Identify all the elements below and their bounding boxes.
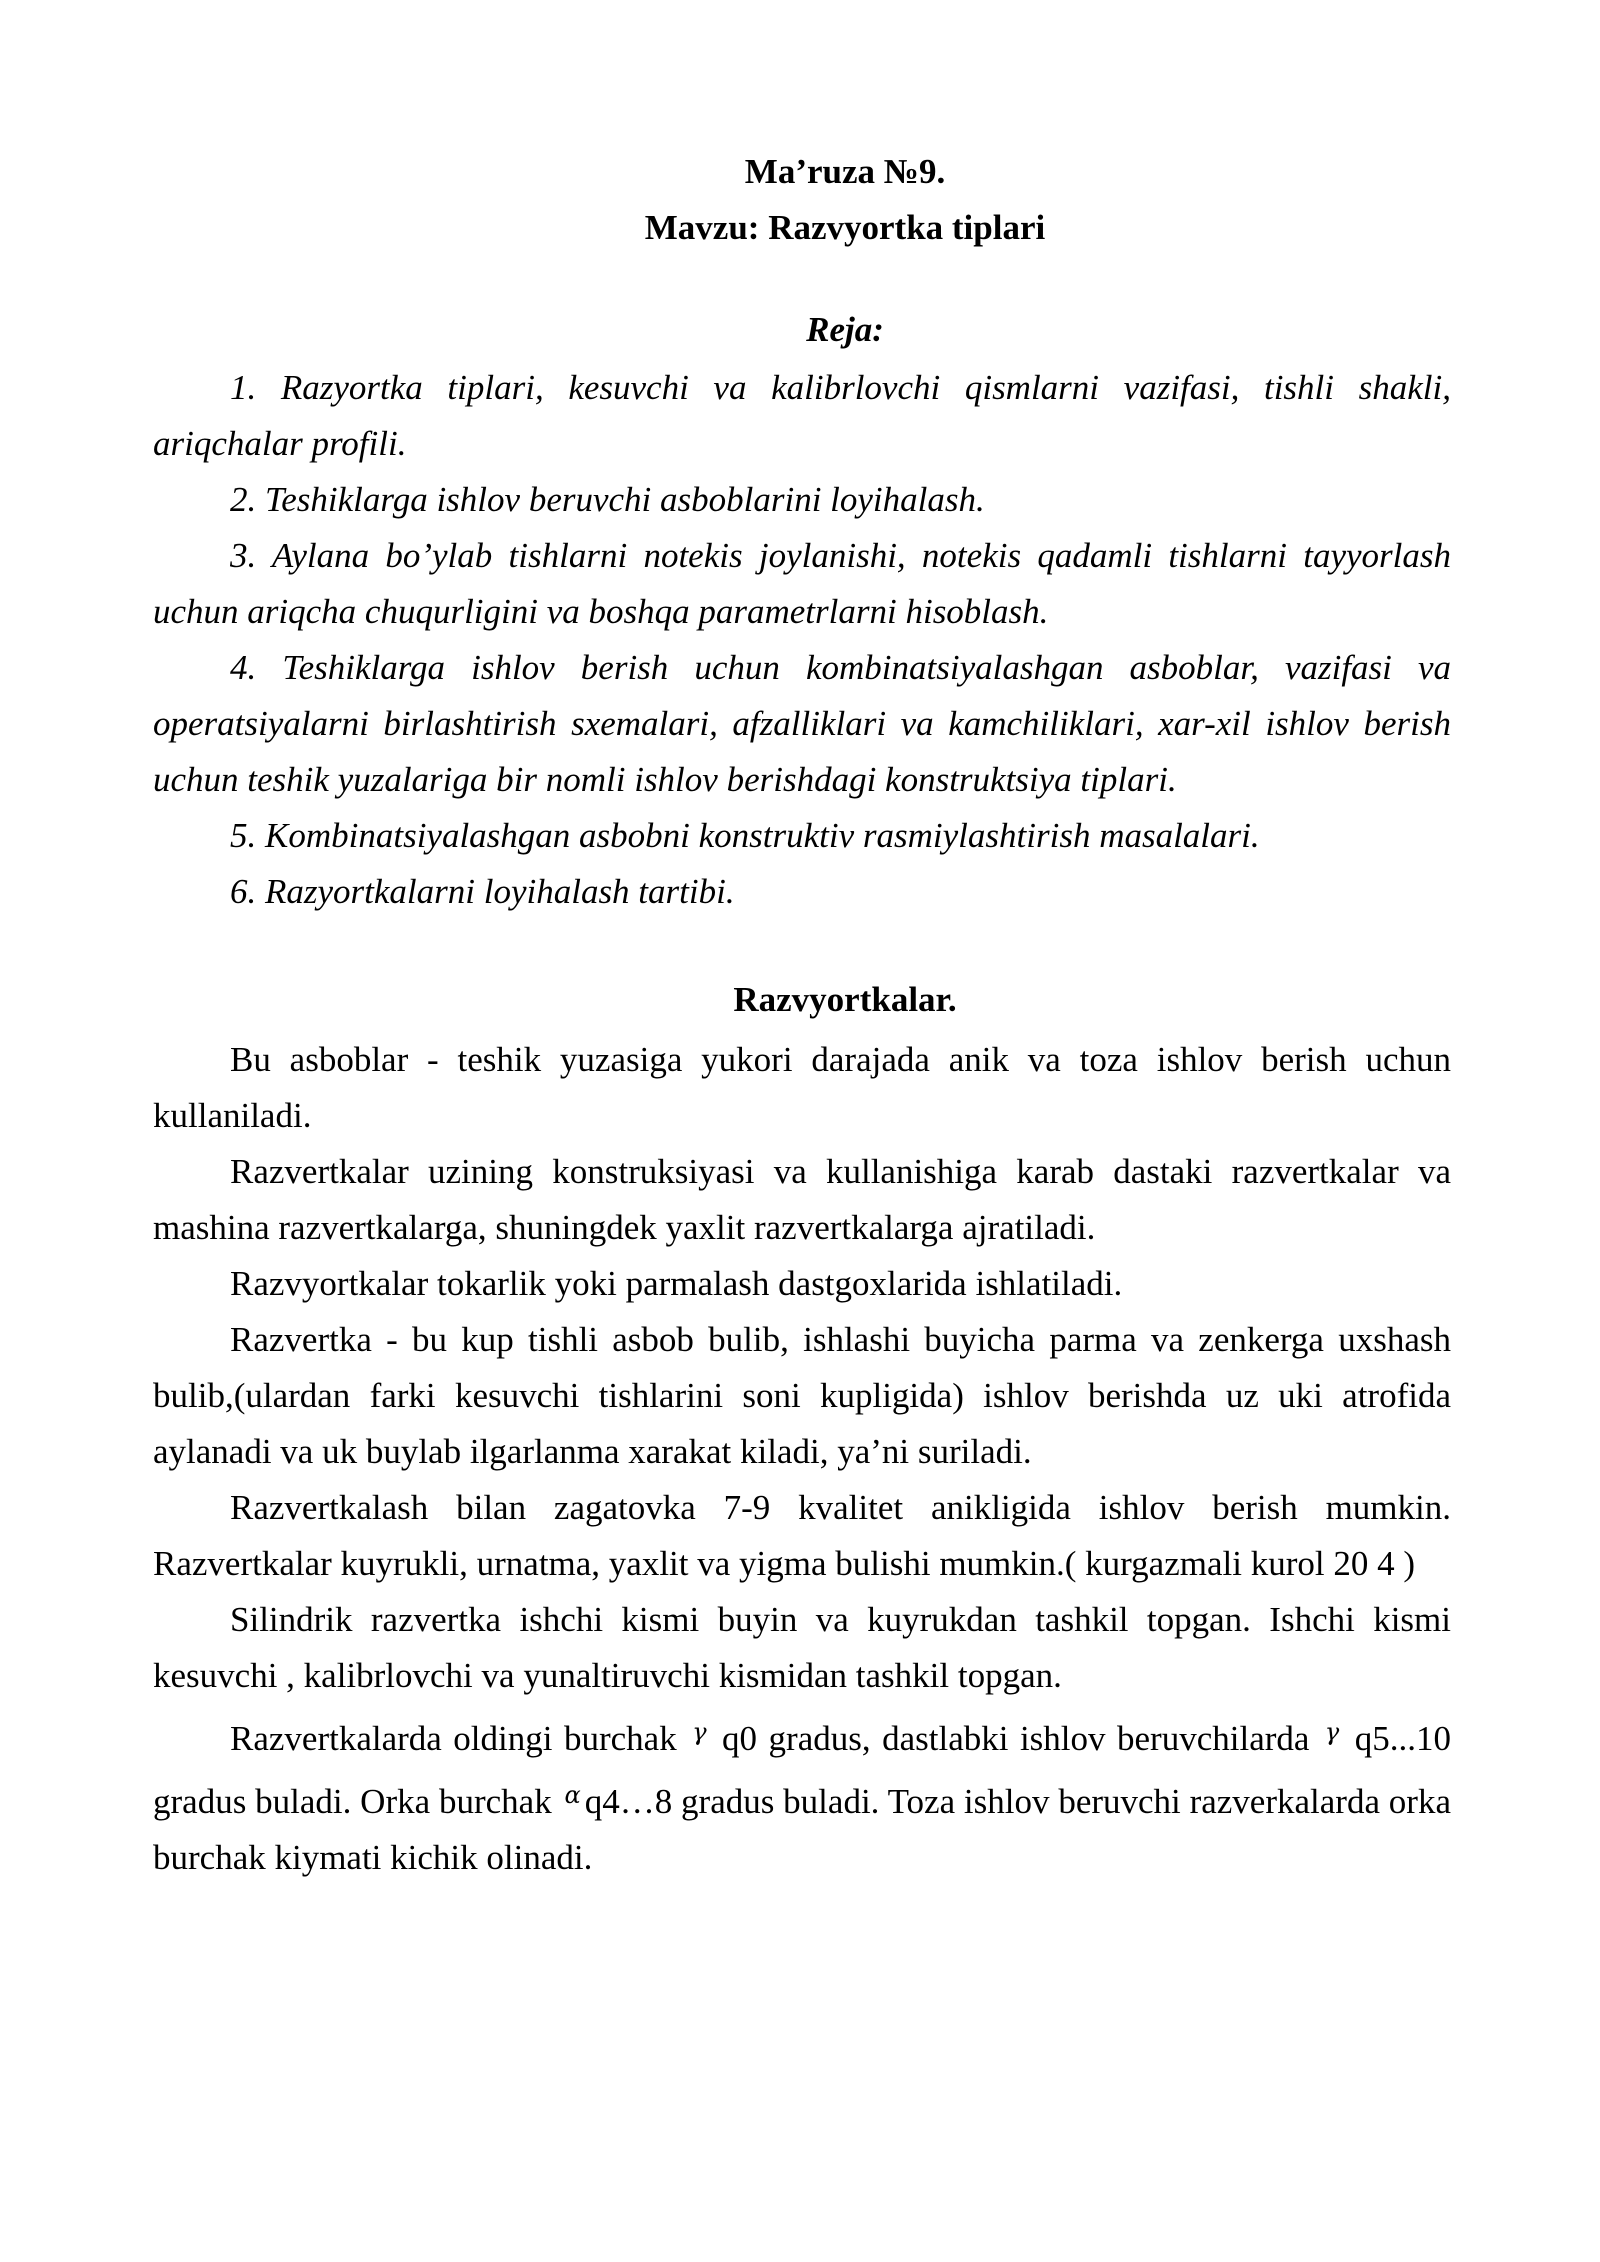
gamma-symbol: γ [1324, 1718, 1340, 1746]
body-paragraph-7 [153, 1704, 1451, 1886]
plan-item-2: 2. Teshiklarga ishlov beruvchi asboblarini loyihalash. [230, 480, 985, 519]
angle-text-1: Razvertkalarda oldingi burchak [230, 1719, 689, 1758]
alpha-symbol: α [564, 1781, 581, 1809]
gamma-symbol: γ [692, 1718, 707, 1746]
body-paragraph-3: Razvyortkalar tokarlik yoki parmalash dastgoxlarida ishlatiladi. [230, 1264, 1123, 1303]
plan-item-5: 5. Kombinatsiyalashgan asbobni konstruktiv rasmiylashtirish masalalari. [230, 816, 1260, 855]
body-paragraph-5: Razvertkalash bilan zagatovka 7-9 kvalitet anikligida ishlov berish mumkin. Razvertkalar kuyrukli, urnatma, yaxlit va yigma bulishi mumkin.( kurgazmali kurol 20 4 ) [153, 1488, 1451, 1583]
plan-list [153, 360, 1451, 920]
body-paragraph-1: Bu asboblar - teshik yuzasiga yukori darajada anik va toza ishlov berish uchun kullaniladi. [153, 1040, 1451, 1135]
plan-item-6: 6. Razyortkalarni loyihalash tartibi. [230, 872, 735, 911]
body-paragraph-2: Razvertkalar uzining konstruksiyasi va kullanishiga karab dastaki razvertkalar va mashina razvertkalarga, shuningdek yaxlit razvertkalarga ajratiladi. [153, 1152, 1451, 1247]
angle-text-4: q4…8 gradus buladi. Toza ishlov beruvchi razverkalarda orka burchak kiymati kichik olinadi. [153, 1782, 1451, 1877]
body-paragraph-6: Silindrik razvertka ishchi kismi buyin va kuyrukdan tashkil topgan. Ishchi kismi kesuvchi , kalibrlovchi va yunaltiruvchi kismidan tashkil topgan. [153, 1600, 1451, 1695]
lecture-topic: Mavzu: Razvyortka tiplari [644, 208, 1046, 247]
section-body [153, 1032, 1451, 1886]
body-paragraph-4: Razvertka - bu kup tishli asbob bulib, ishlashi buyicha parma va zenkerga uxshash bulib,(ulardan farki kesuvchi tishlarini soni kupligida) ishlov berishda uz uki atrofida aylanadi va uk buylab ilgarlanma xarakat kiladi, ya’ni suriladi. [153, 1320, 1451, 1471]
plan-item-3: 3. Aylana bo’ylab tishlarni notekis joylanishi, notekis qadamli tishlarni tayyorlash uchun ariqcha chuqurligini va boshqa parametrlarni hisoblash. [153, 536, 1451, 631]
plan-heading: Reja: [806, 310, 884, 349]
section-heading: Razvyortkalar. [733, 980, 957, 1019]
plan-item-4: 4. Teshiklarga ishlov berish uchun kombinatsiyalashgan asboblar, vazifasi va operatsiyalarni birlashtirish sxemalari, afzalliklari va kamchiliklari, xar-xil ishlov berish uchun teshik yuzalariga bir nomli ishlov berishdagi konstruktsiya tiplari. [153, 648, 1451, 799]
angle-text-2: q0 gradus, dastlabki ishlov beruvchilarda [710, 1719, 1321, 1758]
plan-item-1: 1. Razyortka tiplari, kesuvchi va kalibrlovchi qismlarni vazifasi, tishli shakli, ariqchalar profili. [153, 368, 1451, 463]
lecture-number: Ma’ruza №9. [744, 152, 946, 191]
angle-text-3: q5...10 gradus buladi. Orka burchak [153, 1719, 1452, 1821]
